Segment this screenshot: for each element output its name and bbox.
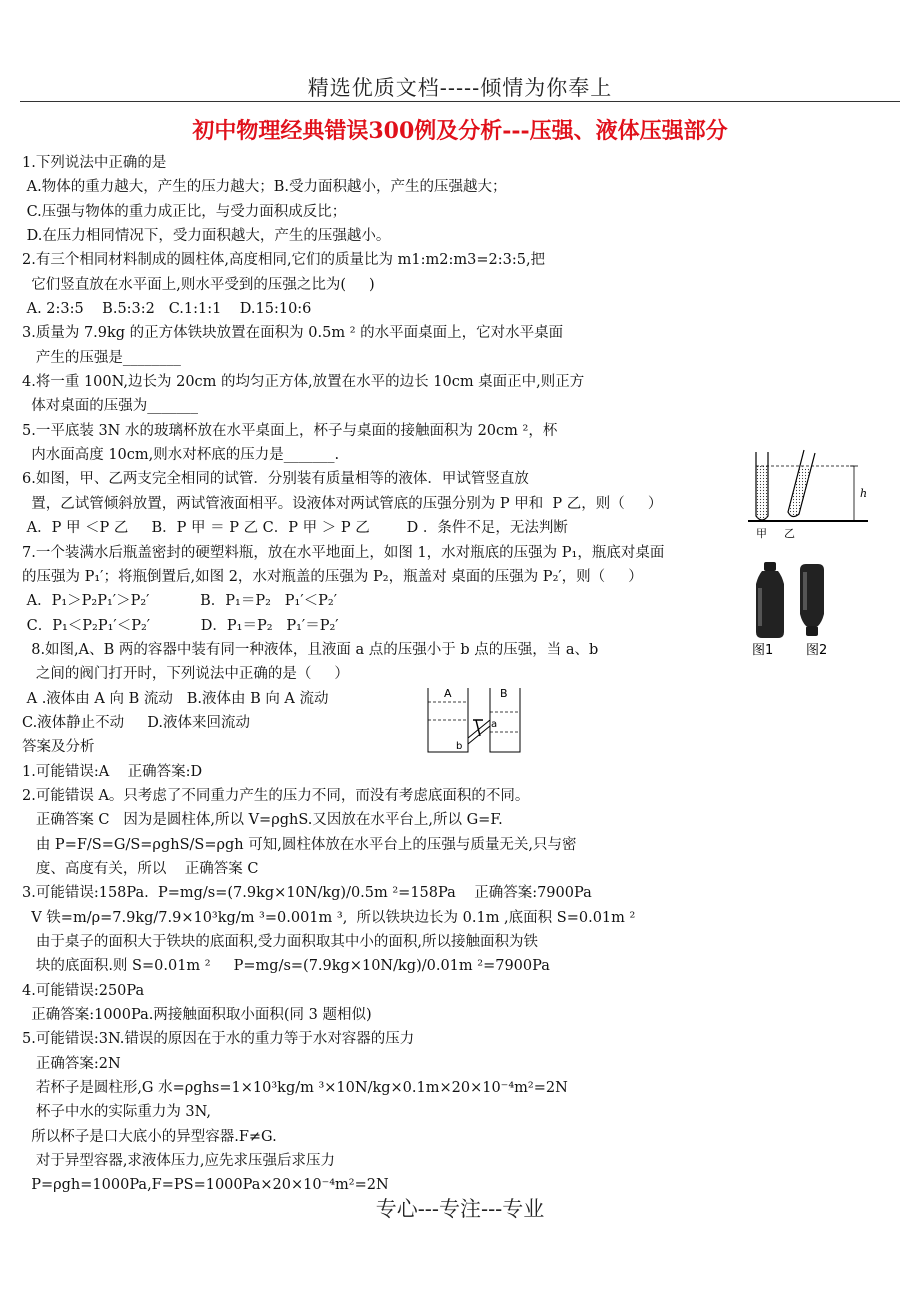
container-label-b: b: [456, 741, 463, 752]
text-line: 若杯子是圆柱形,G 水=ρghs=1×10³kg/m ³×10N/kg×0.1m×20×10⁻⁴m²=2N: [22, 1080, 568, 1097]
tube-label-jia: 甲: [756, 527, 767, 540]
text-line: 内水面高度 10cm,则水对杯底的压力是_______.: [22, 447, 340, 464]
text-line: 4.将一重 100N,边长为 20cm 的均匀正方体,放置在水平的边长 10cm 桌面正中,则正方: [22, 374, 585, 391]
text-line: C.液体静止不动 D.液体来回流动: [22, 714, 250, 731]
text-line: 对于异型容器,求液体压力,应先求压强后求压力: [22, 1153, 336, 1170]
bottle-label-1: 图1: [752, 643, 774, 658]
text-line: A. 2:3:5 B.5:3:2 C.1:1:1 D.15:10:6: [22, 301, 312, 318]
text-line: A．P₁＞P₂P₁′＞P₂′ B．P₁＝P₂ P₁′＜P₂′: [22, 593, 337, 610]
text-line: 正确答案:2N: [22, 1055, 121, 1072]
page-header: 精选优质文档-----倾情为你奉上: [307, 76, 613, 100]
text-line: 5.可能错误:3N.错误的原因在于水的重力等于水对容器的压力: [22, 1031, 415, 1048]
figure-test-tubes: [744, 444, 872, 544]
text-line: V 铁=m/ρ=7.9kg/7.9×10³kg/m ³=0.001m ³, 所以铁块边长为 0.1m ,底面积 S=0.01m ²: [22, 909, 636, 926]
text-line: 正确答案:1000Pa.两接触面积取小面积(同 3 题相似): [22, 1007, 372, 1024]
text-line: 1.可能错误:A 正确答案:D: [22, 763, 203, 780]
text-line: 的压强为 P₁′；将瓶倒置后,如图 2，水对瓶盖的压强为 P₂，瓶盖对 桌面的压强为 P₂′，则（ ）: [22, 568, 643, 585]
text-line: 5.一平底装 3N 水的玻璃杯放在水平桌面上，杯子与桌面的接触面积为 20cm ²，杯: [22, 422, 558, 439]
text-line: 答案及分析: [22, 739, 95, 756]
text-line: 之间的阀门打开时，下列说法中正确的是（ ）: [22, 666, 349, 683]
text-line: 正确答案 C 因为是圆柱体,所以 V=ρghS.又因放在水平台上,所以 G=F.: [22, 812, 503, 829]
tube-label-h: h: [860, 487, 868, 500]
text-line: 体对桌面的压强为_______: [22, 398, 198, 415]
text-line: 7.一个装满水后瓶盖密封的硬塑料瓶，放在水平地面上，如图 1，水对瓶底的压强为 P₁，瓶底对桌面: [22, 544, 665, 561]
text-line: 度、高度有关，所以 正确答案 C: [22, 860, 259, 877]
text-line: 2.可能错误 A。只考虑了不同重力产生的压力不同，而没有考虑底面积的不同。: [22, 787, 530, 804]
text-line: A．P 甲 ＜P 乙 B．P 甲 ＝ P 乙 C．P 甲 ＞ P 乙 D ．条件不足，无法判断: [22, 520, 568, 537]
text-line: A.物体的重力越大，产生的压力越大；B.受力面积越小，产生的压强越大；: [22, 179, 507, 196]
text-line: 6.如图，甲、乙两支完全相同的试管．分别装有质量相等的液体．甲试管竖直放: [22, 471, 529, 488]
document-title: 初中物理经典错误300例及分析---压强、液体压强部分: [192, 118, 728, 144]
container-label-A: A: [444, 687, 452, 700]
figure-containers: [424, 686, 524, 756]
text-line: 4.可能错误:250Pa: [22, 982, 145, 999]
text-line: 3.可能错误:158Pa. P=mg/s=(7.9kg×10N/kg)/0.5m ²=158Pa 正确答案:7900Pa: [22, 885, 592, 902]
text-line: 3.质量为 7.9kg 的正方体铁块放置在面积为 0.5m ² 的水平面桌面上，它对水平桌面: [22, 325, 564, 342]
header-divider: [20, 101, 900, 102]
bottle-label-2: 图2: [806, 643, 828, 658]
figure-bottles: [748, 558, 848, 660]
text-line: 由于桌子的面积大于铁块的底面积,受力面积取其中小的面积,所以接触面积为铁: [22, 934, 539, 950]
container-label-B: B: [500, 687, 508, 700]
document-body: [22, 151, 762, 1198]
text-line: P=ρgh=1000Pa,F=PS=1000Pa×20×10⁻⁴m²=2N: [22, 1177, 389, 1194]
text-line: 所以杯子是口大底小的异型容器.F≠G.: [22, 1128, 277, 1145]
text-line: 产生的压强是________: [22, 349, 181, 366]
text-line: 杯子中水的实际重力为 3N,: [22, 1104, 212, 1121]
text-line: C.压强与物体的重力成正比，与受力面积成反比；: [22, 203, 347, 220]
container-label-a: a: [491, 719, 498, 730]
text-line: 由 P=F/S=G/S=ρghS/S=ρgh 可知,圆柱体放在水平台上的压强与质量无关,只与密: [22, 836, 577, 853]
text-line: 块的底面积.则 S=0.01m ² P=mg/s=(7.9kg×10N/kg)/0.01m ²=7900Pa: [22, 958, 550, 975]
text-line: 8.如图,A、B 两的容器中装有同一种液体，且液面 a 点的压强小于 b 点的压强，当 a、b: [22, 641, 599, 658]
text-line: C．P₁＜P₂P₁′＜P₂′ D．P₁＝P₂ P₁′＝P₂′: [22, 617, 339, 634]
text-line: A .液体由 A 向 B 流动 B.液体由 B 向 A 流动: [22, 690, 329, 707]
text-line: 2.有三个相同材料制成的圆柱体,高度相同,它们的质量比为 m1:m2:m3=2:3:5,把: [22, 252, 546, 269]
text-line: 置，乙试管倾斜放置，两试管液面相平。设液体对两试管底的压强分别为 P 甲和 P 乙，则（ ）: [22, 495, 663, 512]
text-line: 它们竖直放在水平面上,则水平受到的压强之比为( ): [22, 276, 375, 293]
tube-label-yi: 乙: [784, 527, 795, 540]
text-line: 1.下列说法中正确的是: [22, 155, 167, 171]
text-line: D.在压力相同情况下，受力面积越大，产生的压强越小。: [22, 228, 391, 245]
page-footer: 专心---专注---专业: [375, 1197, 545, 1221]
